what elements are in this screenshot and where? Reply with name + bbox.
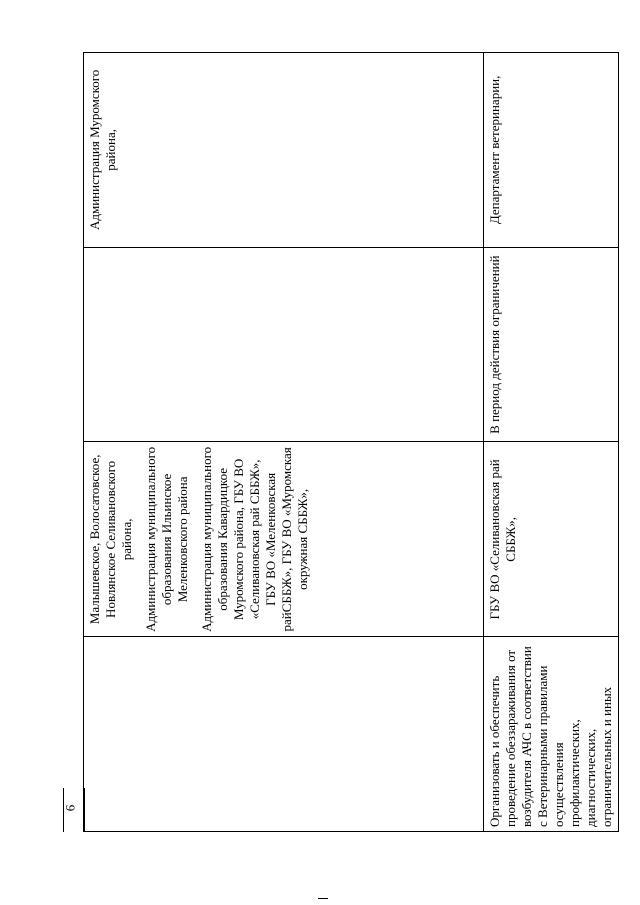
rotated-table-wrapper bbox=[63, 52, 614, 832]
cell-period-continued bbox=[83, 247, 483, 442]
row-number: 6 bbox=[62, 804, 78, 812]
cell-responsible-continued: Администрация Муромского района, bbox=[83, 53, 483, 248]
row-number-cell bbox=[63, 788, 85, 832]
executors-text-1: Малышевское, Волосатовское, Новлянское Селивановского района, bbox=[86, 454, 134, 625]
executors-text-3: Администрация муниципального образования Кавардицкое Муромского района, ГБУ ВО «Селивановская рай СББЖ», ГБУ ВО «Меленковская райСББЖ», ГБУ ВО «Муромская окружная СББЖ», bbox=[198, 446, 310, 632]
cell-responsible: Департамент ветеринарии, bbox=[483, 53, 618, 248]
cell-period: В период действия ограничений bbox=[483, 247, 618, 442]
cell-executors: ГБУ ВО «Селивановская рай СББЖ», bbox=[483, 442, 618, 637]
page-number-mark bbox=[318, 898, 328, 899]
table-row-6 bbox=[483, 53, 618, 832]
cell-executors-continued bbox=[83, 442, 483, 637]
table-row-numbers bbox=[63, 53, 83, 832]
cell-measure bbox=[483, 637, 618, 832]
cell-measure-continued bbox=[83, 637, 483, 832]
executors-text-2: Администрация муниципального образования Ильинское Меленковского района bbox=[142, 446, 190, 632]
table-row-continued bbox=[83, 53, 483, 832]
measure-text: Организовать и обеспечить проведение обеззараживания от возбудителя АЧС в соответствии с Ветеринарными правилами осуществления профилактических, диагностических, ограничительных и иных bbox=[486, 646, 614, 827]
measures-table bbox=[63, 52, 619, 832]
